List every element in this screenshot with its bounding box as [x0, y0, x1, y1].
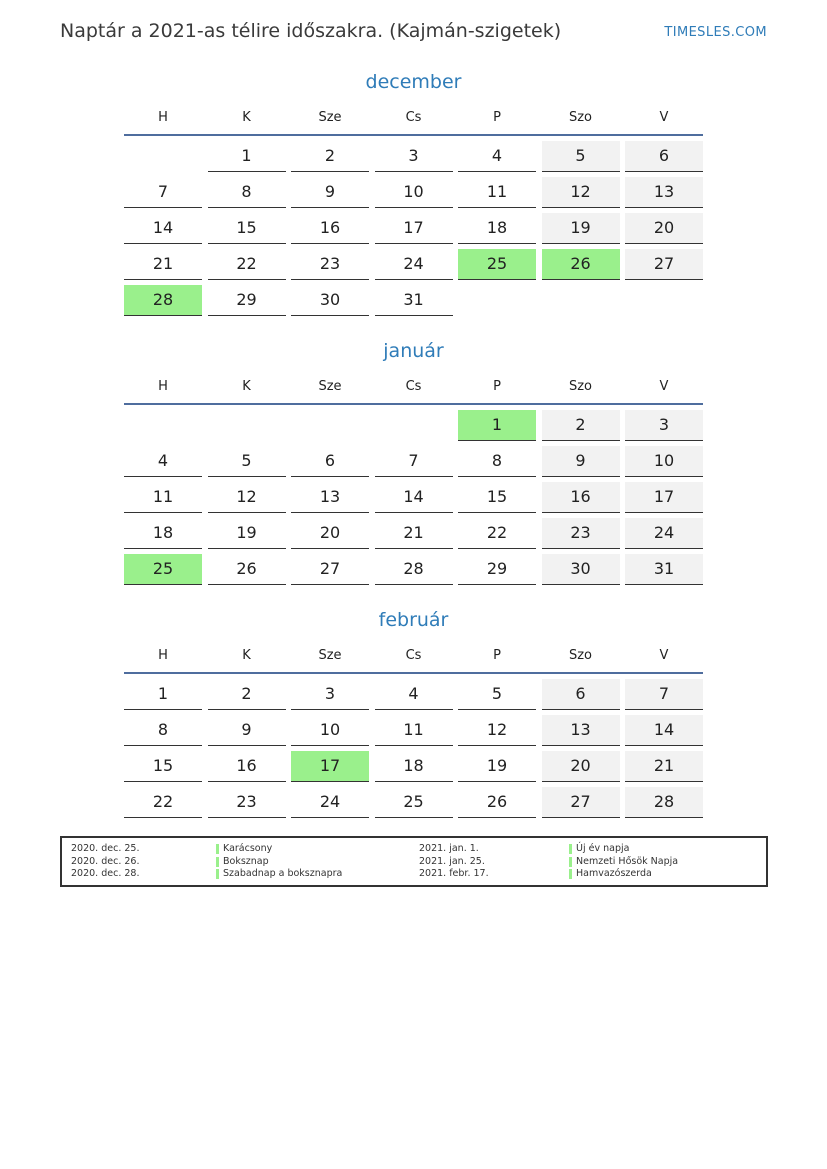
day-cell: 22	[458, 518, 536, 549]
day-cell: 13	[542, 715, 620, 746]
day-cell: 28	[375, 554, 453, 585]
weekday-label: Sze	[318, 110, 342, 125]
month-name: december	[365, 71, 462, 93]
weekday-label: P	[493, 648, 501, 663]
day-cell: 3	[291, 679, 369, 710]
day-cell: 14	[625, 715, 703, 746]
day-cell: 21	[375, 518, 453, 549]
day-cell: 31	[375, 285, 453, 316]
day-cell: 11	[458, 177, 536, 208]
holiday-day-cell: 25	[124, 554, 202, 585]
day-cell: 16	[208, 751, 286, 782]
weekday-label: K	[242, 110, 251, 125]
day-cell: 12	[208, 482, 286, 513]
day-cell: 2	[542, 410, 620, 441]
weekday-label: Szo	[568, 379, 593, 394]
month-block	[124, 608, 703, 811]
day-cell: 15	[208, 213, 286, 244]
day-cell: 25	[375, 787, 453, 818]
legend-date: 2021. febr. 17.	[419, 868, 489, 879]
legend-date: 2021. jan. 1.	[419, 843, 479, 854]
day-cell: 20	[625, 213, 703, 244]
month-block	[124, 339, 703, 578]
day-cell: 8	[208, 177, 286, 208]
day-cell: 26	[458, 787, 536, 818]
day-cell: 23	[208, 787, 286, 818]
day-cell: 15	[124, 751, 202, 782]
day-cell: 13	[625, 177, 703, 208]
day-cell: 11	[375, 715, 453, 746]
day-cell: 1	[208, 141, 286, 172]
day-cell: 24	[625, 518, 703, 549]
legend-holiday-name	[569, 856, 678, 868]
day-cell: 30	[291, 285, 369, 316]
page-title: Naptár a 2021-as télire időszakra. (Kajmán-szigetek)	[60, 20, 562, 42]
day-cell: 7	[375, 446, 453, 477]
weekday-label: V	[659, 648, 669, 663]
day-cell: 7	[625, 679, 703, 710]
day-cell: 14	[375, 482, 453, 513]
day-cell: 13	[291, 482, 369, 513]
legend-holiday-name	[569, 843, 629, 855]
legend-entry	[62, 868, 766, 880]
weekday-label: P	[493, 110, 501, 125]
legend-holiday-label: Nemzeti Hősök Napja	[576, 855, 679, 867]
legend-holiday-label: Karácsony	[223, 843, 273, 854]
day-cell: 20	[291, 518, 369, 549]
day-cell: 22	[208, 249, 286, 280]
day-cell: 9	[208, 715, 286, 746]
legend-holiday-label: Új év napja	[576, 843, 630, 854]
day-cell: 2	[208, 679, 286, 710]
day-cell: 3	[625, 410, 703, 441]
legend-date: 2020. dec. 25.	[71, 843, 140, 854]
day-cell: 19	[458, 751, 536, 782]
legend-holiday-label: Hamvazószerda	[576, 868, 652, 879]
day-cell: 24	[291, 787, 369, 818]
day-cell: 7	[124, 177, 202, 208]
day-cell: 10	[625, 446, 703, 477]
day-cell: 27	[625, 249, 703, 280]
legend-date: 2020. dec. 28.	[71, 868, 140, 879]
weekday-label: H	[158, 379, 168, 394]
day-cell: 24	[375, 249, 453, 280]
day-cell: 11	[124, 482, 202, 513]
day-cell: 18	[124, 518, 202, 549]
day-cell: 10	[291, 715, 369, 746]
day-cell: 20	[542, 751, 620, 782]
day-cell: 16	[291, 213, 369, 244]
weekday-label: Sze	[318, 379, 342, 394]
brand-link[interactable]: TIMESLES.COM	[664, 25, 767, 40]
holiday-day-cell: 26	[542, 249, 620, 280]
weekday-label: H	[158, 110, 168, 125]
day-cell: 5	[458, 679, 536, 710]
day-cell: 12	[458, 715, 536, 746]
day-cell: 30	[542, 554, 620, 585]
weekday-header	[124, 363, 703, 405]
day-cell: 28	[625, 787, 703, 818]
holiday-day-cell: 17	[291, 751, 369, 782]
weekday-label: V	[659, 379, 669, 394]
day-cell: 4	[124, 446, 202, 477]
day-cell: 5	[542, 141, 620, 172]
weekday-label: Cs	[405, 110, 422, 125]
day-cell: 8	[124, 715, 202, 746]
day-cell: 17	[375, 213, 453, 244]
day-cell: 9	[291, 177, 369, 208]
day-cell: 23	[542, 518, 620, 549]
day-cell: 6	[291, 446, 369, 477]
holiday-color-marker	[569, 857, 572, 867]
day-cell: 6	[542, 679, 620, 710]
day-cell: 3	[375, 141, 453, 172]
day-cell: 21	[124, 249, 202, 280]
weekday-label: Cs	[405, 648, 422, 663]
day-cell: 4	[375, 679, 453, 710]
legend-holiday-label: Szabadnap a boksznapra	[223, 868, 343, 879]
legend-holiday-name	[569, 868, 652, 880]
day-cell: 29	[208, 285, 286, 316]
legend-holiday-label: Boksznap	[223, 855, 269, 867]
holiday-day-cell: 28	[124, 285, 202, 316]
day-cell: 5	[208, 446, 286, 477]
day-cell: 23	[291, 249, 369, 280]
legend-date: 2020. dec. 26.	[71, 855, 140, 867]
weekday-label: H	[158, 648, 168, 663]
month-name: január	[383, 340, 444, 362]
day-cell: 17	[625, 482, 703, 513]
weekday-header	[124, 94, 703, 136]
day-cell: 19	[542, 213, 620, 244]
day-cell: 4	[458, 141, 536, 172]
day-cell: 15	[458, 482, 536, 513]
weekday-label: K	[242, 648, 251, 663]
weekday-label: K	[242, 379, 251, 394]
day-cell: 27	[542, 787, 620, 818]
day-cell: 16	[542, 482, 620, 513]
day-cell: 26	[208, 554, 286, 585]
weekday-label: Sze	[318, 648, 342, 663]
day-cell: 18	[375, 751, 453, 782]
weekday-label: P	[493, 379, 501, 394]
holiday-color-marker	[569, 844, 572, 854]
day-cell: 19	[208, 518, 286, 549]
holiday-day-cell: 1	[458, 410, 536, 441]
legend-date: 2021. jan. 25.	[419, 855, 485, 867]
legend-entry	[62, 856, 766, 868]
weekday-header	[124, 632, 703, 674]
day-cell: 2	[291, 141, 369, 172]
month-name: február	[378, 609, 449, 631]
legend-entry	[62, 843, 766, 855]
weekday-label: Cs	[405, 379, 422, 394]
weekday-label: Szo	[568, 648, 593, 663]
day-cell: 6	[625, 141, 703, 172]
holiday-legend	[60, 836, 768, 887]
day-cell: 9	[542, 446, 620, 477]
day-cell: 12	[542, 177, 620, 208]
day-cell: 29	[458, 554, 536, 585]
holiday-day-cell: 25	[458, 249, 536, 280]
day-cell: 1	[124, 679, 202, 710]
day-cell: 31	[625, 554, 703, 585]
day-cell: 18	[458, 213, 536, 244]
holiday-color-marker	[569, 869, 572, 879]
weekday-label: V	[659, 110, 669, 125]
day-cell: 22	[124, 787, 202, 818]
day-cell: 14	[124, 213, 202, 244]
day-cell: 10	[375, 177, 453, 208]
day-cell: 21	[625, 751, 703, 782]
weekday-label: Szo	[568, 110, 593, 125]
day-cell: 27	[291, 554, 369, 585]
month-block	[124, 70, 703, 309]
day-cell: 8	[458, 446, 536, 477]
